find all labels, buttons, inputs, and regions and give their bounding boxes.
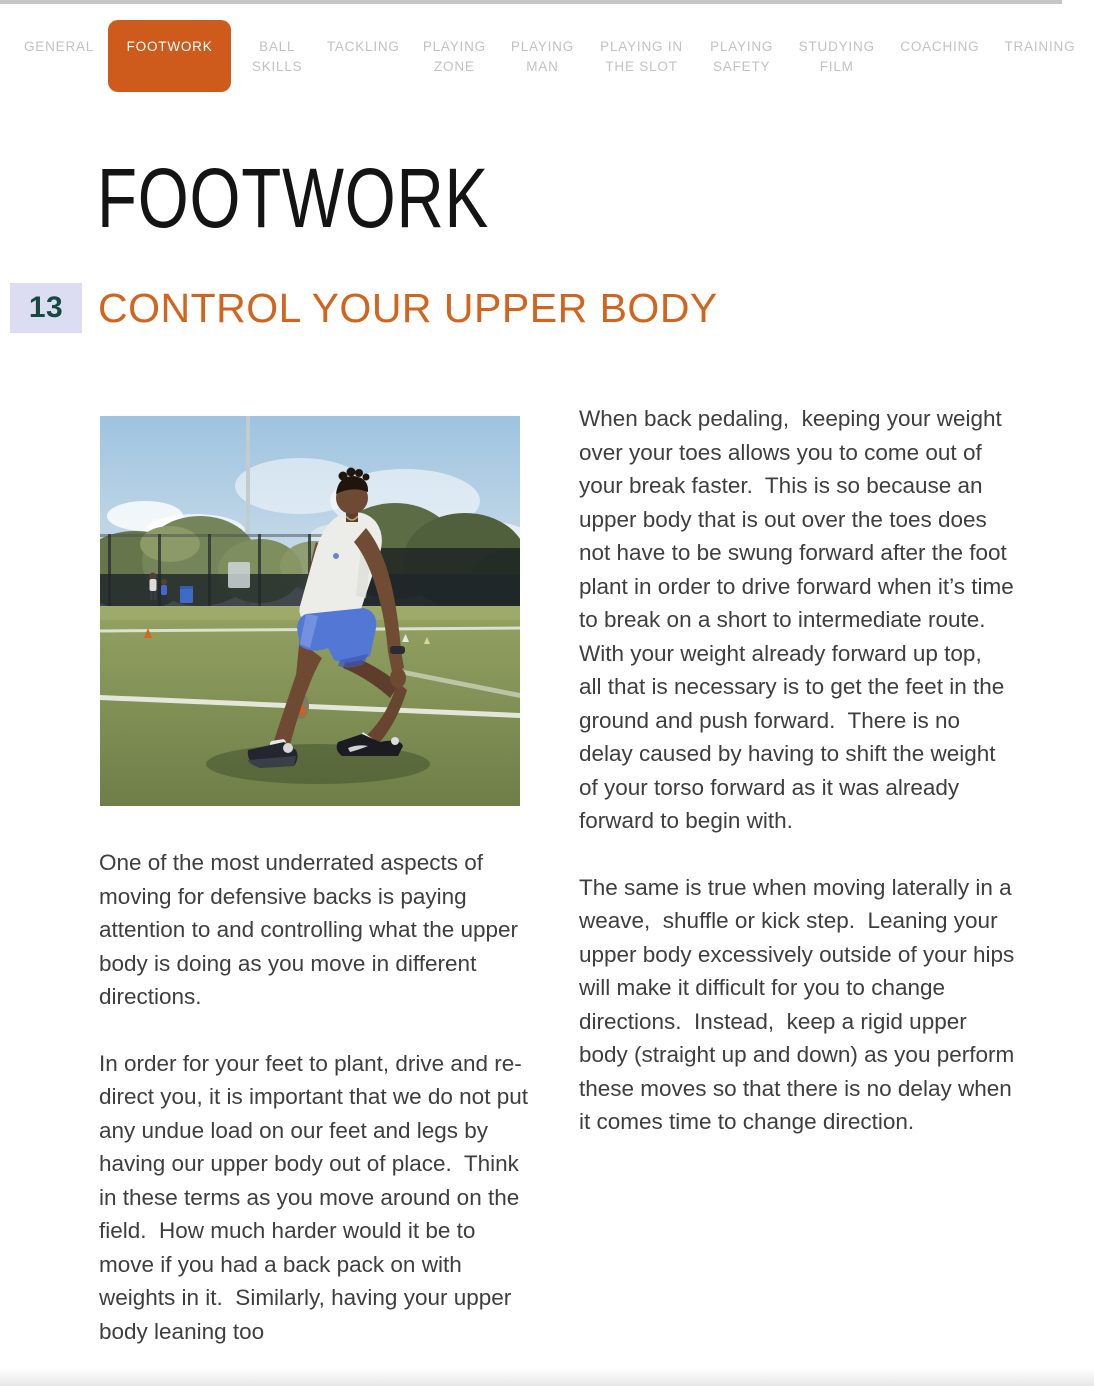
tab-playing-in-the-slot[interactable]: PLAYING IN THE SLOT [600, 39, 683, 74]
chapter-nav [0, 0, 1094, 118]
tab-training[interactable]: TRAINING [1004, 39, 1076, 54]
paragraph: In order for your feet to plant, drive and re-direct you, it is important that we do not put any undue load on our feet and legs by having our upper body out of place. Think in these terms as you move around on the field. How much harder would it be to move if you had a back pack on with weights in it. Similarly, having your upper body leaning too [99, 1050, 535, 1344]
tab-ball-skills[interactable]: BALL SKILLS [251, 39, 303, 74]
page-title: FOOTWORK [97, 151, 490, 245]
tab-general[interactable]: GENERAL [24, 39, 95, 54]
tab-studying-film[interactable]: STUDYING FILM [798, 39, 875, 74]
right-text-column [579, 402, 1021, 1172]
paragraph: One of the most underrated aspects of moving for defensive backs is paying attention to and controlling what the upper body is doing as you move in different directions. [99, 850, 525, 1009]
section-title: CONTROL YOUR UPPER BODY [98, 285, 718, 331]
tab-coaching[interactable]: COACHING [900, 39, 980, 54]
section-number-badge [10, 283, 82, 333]
player-photo [100, 416, 520, 806]
paragraph: When back pedaling, keeping your weight over your toes allows you to come out of your break faster. This is so because an upper body that is out over the toes does not have to be swung forward after the foot plant in order to drive forward when it’s time to break on a short to intermediate route. With your weight already forward up top, all that is necessary is to get the feet in the ground and push forward. There is no delay caused by having to shift the weight of your torso forward as it was already forward to begin with. [579, 406, 1021, 833]
left-text-column [99, 846, 535, 1381]
section-number: 13 [28, 291, 64, 324]
tab-playing-zone[interactable]: PLAYING ZONE [422, 39, 486, 74]
paragraph: The same is true when moving laterally in a weave, shuffle or kick step. Leaning your upper body excessively outside of your hips will make it difficult for you to change directions. Instead, keep a rigid upper body (straight up and down) as you perform these moves so that there is no delay when it comes time to change direction. [579, 874, 1021, 1134]
section-heading-row [0, 283, 1094, 333]
tab-footwork-active[interactable]: FOOTWORK [108, 20, 231, 92]
tab-playing-man[interactable]: PLAYING MAN [510, 39, 575, 74]
tab-tackling[interactable]: TACKLING [326, 39, 400, 54]
tab-playing-safety[interactable]: PLAYING SAFETY [710, 39, 774, 74]
